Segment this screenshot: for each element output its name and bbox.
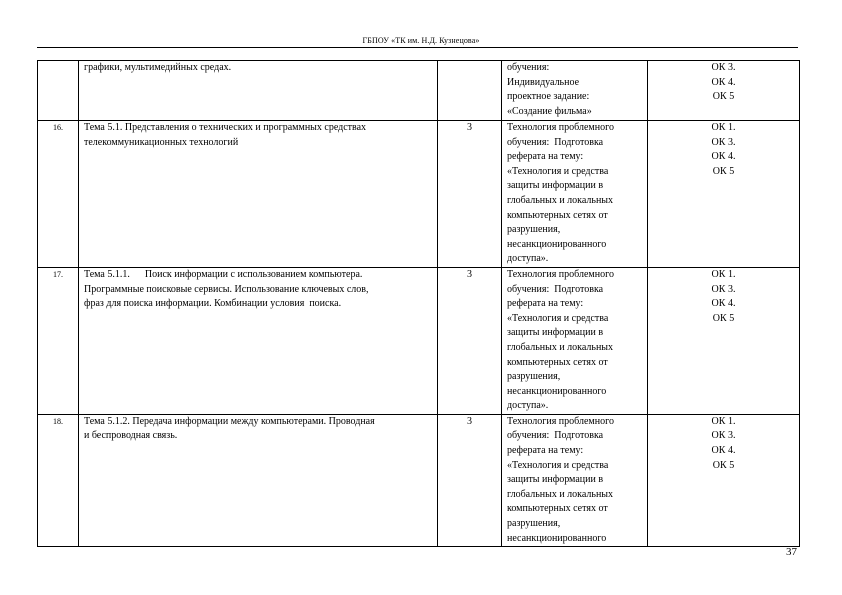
method-line: разрушения, [507,371,561,383]
row-number: 18. [53,416,63,426]
topic-line: Тема 5.1.2. Передача информации между компьютерами. Проводная [84,415,375,427]
method-line: разрушения, [507,518,561,530]
row-number-cell [38,121,79,268]
row-number: 17. [53,269,63,279]
hours-cell [438,414,502,546]
method-line: реферата на тему: [507,298,584,310]
topic-line: и беспроводная связь. [84,430,178,442]
topic-cell [79,414,438,546]
method-line: реферата на тему: [507,151,584,163]
method-line: доступа». [507,253,549,265]
competency-code: ОК 4. [711,151,736,163]
method-line: «Технология и средства [507,459,609,471]
topic-line: Тема 5.1.1. Поиск информации с использованием компьютера. [84,268,363,280]
method-line: глобальных и локальных [507,194,614,206]
method-line: Технология проблемного [507,268,614,280]
method-line: проектное задание: [507,91,590,103]
topic-line: Программные поисковые сервисы. Использование ключевых слов, [84,283,369,295]
method-cell [502,61,648,121]
competency-code: ОК 1. [711,415,736,427]
competency-cell [648,414,800,546]
row-number: 16. [53,123,63,132]
table-row [38,121,800,268]
method-line: «Создание фильма» [507,105,592,117]
competency-code: ОК 5 [712,91,735,103]
competency-code: ОК 4. [711,76,736,88]
method-line: Технология проблемного [507,415,614,427]
method-line: защиты информации в [507,327,604,339]
topic-line: Тема 5.1. Представления о технических и программных средствах [84,122,367,133]
method-line: защиты информации в [507,180,604,192]
page-header: ГБПОУ «ТК им. Н.Д. Кузнецова» [362,36,480,45]
competency-cell [648,121,800,268]
competency-code: ОК 3. [711,430,736,442]
method-line: обучения: Подготовка [507,136,604,148]
competency-code: ОК 5 [712,459,735,471]
hours-cell [438,267,502,414]
method-line: Технология проблемного [507,122,614,133]
method-line: обучения: [507,62,550,73]
method-line: «Технология и средства [507,165,609,177]
method-cell [502,414,648,546]
competency-code: ОК 4. [711,298,736,310]
method-line: глобальных и локальных [507,341,614,353]
method-line: обучения: Подготовка [507,283,604,295]
competency-code: ОК 3. [711,62,736,73]
method-cell [502,267,648,414]
page-number: 37 [786,546,797,558]
hours-value: 3 [467,415,472,427]
table-row [38,414,800,546]
method-cell [502,121,648,268]
method-line: разрушения, [507,224,561,236]
method-line: глобальных и локальных [507,488,614,500]
row-number-cell [38,267,79,414]
topic-line: телекоммуникационных технологий [84,136,239,148]
topic-cell [79,61,438,121]
method-line: защиты информации в [507,474,604,486]
competency-code: ОК 3. [711,136,736,148]
method-line: несанкционированного [507,532,607,544]
method-line: несанкционированного [507,238,607,250]
header-rule [37,47,798,48]
topic-cell [79,121,438,268]
competency-code: ОК 1. [711,268,736,280]
method-line: реферата на тему: [507,445,584,457]
method-line: компьютерных сетях от [507,356,608,368]
table-row [38,61,800,121]
method-line: несанкционированного [507,385,607,397]
row-number-cell [38,414,79,546]
hours-cell [438,121,502,268]
table-row [38,267,800,414]
topic-cell [79,267,438,414]
hours-value: 3 [467,268,472,280]
competency-cell [648,61,800,121]
topic-line: графики, мультимедийных средах. [84,62,232,73]
competency-code: ОК 5 [712,165,735,177]
competency-code: ОК 4. [711,445,736,457]
method-line: доступа». [507,400,549,412]
curriculum-table [37,60,800,547]
hours-value: 3 [467,122,472,133]
topic-line: фраз для поиска информации. Комбинации условия поиска. [84,298,342,310]
method-line: «Технология и средства [507,312,609,324]
method-line: компьютерных сетях от [507,503,608,515]
competency-code: ОК 1. [711,122,736,133]
competency-code: ОК 5 [712,312,735,324]
row-number-cell [38,61,79,121]
method-line: обучения: Подготовка [507,430,604,442]
method-line: компьютерных сетях от [507,209,608,221]
method-line: Индивидуальное [507,76,580,88]
competency-cell [648,267,800,414]
hours-cell [438,61,502,121]
competency-code: ОК 3. [711,283,736,295]
